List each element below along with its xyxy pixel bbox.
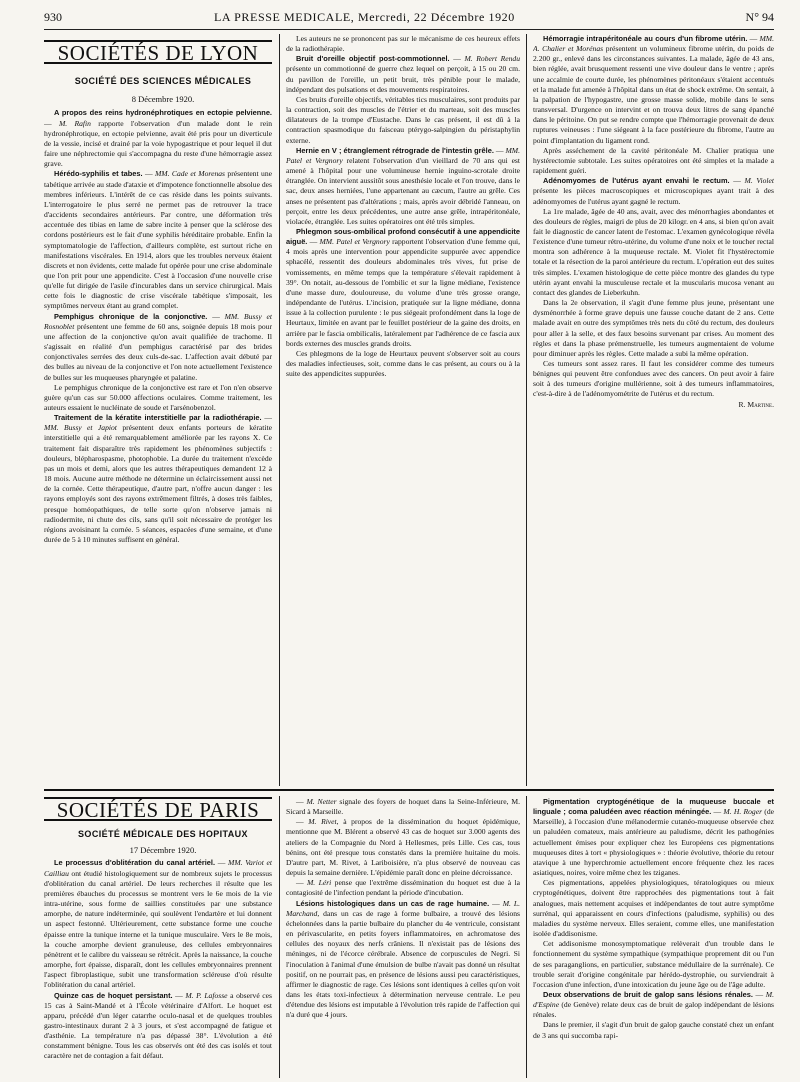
article-title: Hernie en V ; étranglement rétrograde de l'intestin grêle. xyxy=(296,145,494,155)
article-text: a observé ces 15 cas à Saint-Mandé et à l'École vétérinaire d'Alfort. Le hoquet est apparu, précédé d'un léger catarrhe oculo-nasal et de quelques troubles gastro-intestinaux durant 2 à 3 jours, et s'est accompagné de fatigue et d'asthénie. La température n'a pas dépassé 38°. L'évolution a été constamment bénigne. Tous les cas observés ont été des cas isolés et tout caractère net de contagion a fait défaut. xyxy=(44,990,272,1061)
article-title: Pigmentation cryptogénétique de la muqueuse buccale et linguale ; coma paludéen avec réaction méningée. xyxy=(533,797,774,817)
paris-column-3 xyxy=(533,797,774,1079)
article-text: relatent l'observation d'un vieillard de 70 ans qui est amené à l'hôpital pour une volumineuse hernie inguino-scrotale droite étranglée. On intervient aussitôt sous anesthésie locale et l'on trouve, dans le sac, deux anses herniées, l'une appartenant au cæcum, l'autre au grêle. Ces anses ne présentent pas d'altérations ; mais, après avoir débridé l'anneau, on perçoit, entre les deux précédentes, une autre anse grêle, intrapéritonéale, violacée, étranglée. Les suites opératoires ont été très simples. xyxy=(286,155,520,226)
article: Lésions histologiques dans un cas de rage humaine. — M. L. Marchand, dans un cas de rage à forme bulbaire, a trouvé des lésions échelonnées dans la partie bulbaire du plancher du 4e ventricule, consistant en périvascularite, en petits foyers inflammatoires, en achromatose des cellules des noyaux des nerfs crâniens. Il n'existait pas de lésions des méninges, ni de l'écorce cérébrale. Absence de corpuscules de Negri. Si l'inoculation à l'animal d'une émulsion de bulbe n'avait pas donné un résultat positif, on ne pourrait pas, en présence de lésions aussi peu caractéristiques, affirmer le diagnostic de rage. Ces lésions sont identiques à celles qu'on voit dans les états toxi-infectieux à détermination nerveuse centrale. Le peu d'étendue des lésions est imputable à l'évolution très rapide de l'affection qui n'a duré que 4 jours. xyxy=(286,898,520,1020)
article-title: Hémorragie intrapéritonéale au cours d'un fibrome utérin. xyxy=(543,34,748,43)
article: Pigmentation cryptogénétique de la muqueuse buccale et linguale ; coma paludéen avec réaction méningée. — M. H. Roger (de Marseille), à l'occasion d'une mélanodermie cutanéo-muqueuse observée chez un paludéen comateux, mais antérieure au paludisme, décrit les pathogénies actuellement émises pour expliquer chez les Européens ces pigmentations muqueuses dites à tort « physiologiques » : théorie évolutive, théorie du retour atavique à une hyperchromie actuellement encore fréquente chez les races asiatiques, noires, voire même chez les tziganes. xyxy=(533,797,774,878)
article-title: Traitement de la kératite interstitielle par la radiothérapie. xyxy=(54,413,262,423)
meeting-date: 17 Décembre 1920. xyxy=(129,845,197,856)
paragraph: Dans le premier, il s'agit d'un bruit de galop gauche constaté chez un enfant de 3 ans qui succomba rapi- xyxy=(533,1020,774,1040)
article: Phlegmon sous-ombilical profond consécutif à une appendicite aiguë. — MM. Patel et Vergnory rapportent l'observation d'une femme qui, 4 mois après une intervention pour appendicite suppurée avec appendice sphacélé, ressentit des douleurs abdominales très vives, fut prise de vomissements, en même temps que la température s'élevait rapidement à 39°. On notait, au-dessous de l'ombilic et sur la ligne médiane, l'existence d'une masse dure, douloureuse, du volume d'une très grosse orange, indépendante de l'utérus. L'incision, pratiquée sur la ligne médiane, donna issue à la collection purulente : le pus siégeait profondément dans la loge de Heurtaux, limitée en avant par le feuillet postérieur de la gaine des droits, en arrière par le fascia ombilicalis, latéralement par l'adhérence de ce fascia aux bords externes des muscles grands droits. xyxy=(286,226,520,348)
article-text: présentent une tabétique arrivée au stade d'ataxie et d'impotence fonctionnelle absolue des membres inférieurs. L'intérêt de ce cas réside dans les points suivants. L'interrogatoire le plus serré ne permet pas de retrouver la trace d'accidents secondaires antérieurs. Par contre, une déformation très accentuée des tibias en lame de sabre incite à penser que la sclérose des cordons postérieurs est le fait d'une syphilis héréditaire probable. Enfin la symptomatologie de l'affection, d'ailleurs complète, est surtout riche en manifestations viscérales. En 1914, alors que les troubles nerveux étaient discrets et non évidents, cette malade fut opérée pour une crise abdominale que l'on prit pour une appendicite. C'est à l'occasion d'une nouvelle crise qu'elle fut dirigée de l'asile d'incurables dans un service chirurgical. Mais cette fois le diagnostic de crise viscérale tabétique s'imposait, les symptômes nerveux étant au grand complet. xyxy=(44,169,272,311)
article-author: M. L. Marchand xyxy=(286,898,520,918)
article-author: M. Léri xyxy=(306,878,332,888)
paragraph: La 1re malade, âgée de 40 ans, avait, avec des ménorrhagies abondantes et des douleurs de règles, maigri de plus de 20 kilogr. en 4 ans, si bien qu'on avait fait le diagnostic de cancer latent de l'estomac. L'examen gynécologique révéla l'existence d'une tumeur rétro-utérine, du volume d'une noix et le toucher rectal montra son adhérence à la muqueuse rectale. M. Violet fit l'hystérectomie totale et la résection de la paroi antérieure du rectum. L'opération eut des suites très simples. L'examen histologique de cette pièce montre des glandes du type utérin ayant envahi la musculeuse rectale et la muscularis mucosa venant au contact des glandes de Lieberkuhn. xyxy=(533,206,774,297)
article-text: ont étudié histologiquement sur de nombreux sujets le processus d'oblitération du canal artériel. De leurs recherches il résulte que les premières ébauches du processus se montrent vers le 6e mois de la vie intra-utérine, sous forme de saillies constituées par une substance amorphe, de nature indéterminée, qui soulèvent l'endartère et lui donnent un aspect festonné. Ultérieurement, cette substance forme une couche épaisse entre la tunique interne et la tunique musculaire. Vers le 8e mois, la couche amorphe devient granuleuse, des cellules embryonnaires pénètrent et le calibre du vaisseau se rétrécit. Après la naissance, la couche amorphe, fort épaisse, disparaît, dont les cellules embryonnaires prennent l'aspect fibroplastique, subit une transformation scléreuse d'où résulte l'oblitération du canal artériel. xyxy=(44,868,272,990)
article-author: MM. Variot et Cailliau xyxy=(44,858,272,878)
column-divider xyxy=(526,796,527,1078)
paragraph: — M. Netter signale des foyers de hoquet dans la Seine-Inférieure, M. Sicard à Marseille. xyxy=(286,797,520,817)
article: Hernie en V ; étranglement rétrograde de l'intestin grêle. — MM. Patel et Vergnory relatent l'observation d'un vieillard de 70 ans qui est amené à l'hôpital pour une volumineuse hernie inguino-scrotale droite étranglée. On intervient aussitôt sous anesthésie locale et l'on trouve, dans le sac, deux anses herniées, l'une appartenant au cæcum, l'autre au grêle. Ces anses ne présentent pas d'altérations ; mais, après avoir débridé l'anneau, on perçoit, entre les deux précédentes, une autre anse grêle, intrapéritonéale, violacée, étranglée. Les suites opératoires ont été très simples. xyxy=(286,145,520,226)
article-title: Hérédo-syphilis et tabes. xyxy=(54,169,143,179)
society-name: SOCIÉTÉ DES SCIENCES MÉDICALES xyxy=(74,76,252,87)
article: A propos des reins hydronéphrotiques en ectopie pelvienne. — M. Rafin rapporte l'observation d'un malade dont le rein hydronéphrotique, en ectopie pelvienne, avait été pris pour un diverticule de la vessie, incisé et drainé par la voie hypogastrique et pour lequel il dut faire une néphrectomie qui s'accompagna du reste d'une hémorragie assez grave. xyxy=(44,108,272,169)
paragraph: Le pemphigus chronique de la conjonctive est rare et l'on n'en observe guère qu'un cas sur 50.000 affections oculaires. Comme traitement, les auteurs essaient le nucléinate de soude et l'arsénobenzol. xyxy=(44,382,272,412)
society-name: SOCIÉTÉ MÉDICALE DES HOPITAUX xyxy=(78,829,248,840)
paragraph: Après asséchement de la cavité péritonéale M. Chalier pratiqua une hystérectomie subtotale. Les suites opératoires ont été simples et la malade a rapidement guéri. xyxy=(533,145,774,176)
journal-title: LA PRESSE MEDICALE, Mercredi, 22 Décembre 1920 xyxy=(214,10,515,24)
paris-column-2 xyxy=(286,797,520,1079)
paragraph: Cet addisonisme monosymptomatique relèverait d'un trouble dans le fonctionnement du système sympathique (sympathique proprement dit ou l'un de ses paraganglions, en particulier, substance médullaire de la surrénale). Ce trouble serait d'origine congénitale par hérédo-dystrophie, ou surviendrait à l'occasion d'une infection, d'une intoxication du jeune âge ou de l'âge adulte. xyxy=(533,939,774,989)
paris-section-banner xyxy=(44,797,272,821)
article-text: présente un commotionné de guerre chez lequel on perçoit, à 15 ou 20 cm. du pavillon de l'oreille, un petit bruit, très pénible pour le malade, indépendant des pulsations et des mouvements respiratoires. xyxy=(286,64,520,94)
article-author: M. Netter xyxy=(306,797,337,806)
article-title: Lésions histologiques dans un cas de rage humaine. xyxy=(296,898,490,908)
article-author: MM. Patel et Vergnory xyxy=(319,237,390,247)
lyon-column-1 xyxy=(44,40,272,788)
section-divider xyxy=(44,789,774,791)
article-title: Phlegmon sous-ombilical profond consécutif à une appendicite aiguë. xyxy=(286,226,520,247)
column-divider xyxy=(279,796,280,1078)
paragraph: Les auteurs ne se prononcent pas sur le mécanisme de ces heureux effets de la radiothérapie. xyxy=(286,34,520,54)
paragraph: — M. Rivet, à propos de la dissémination du hoquet épidémique, mentionne que M. Blérent a observé 43 cas de hoquet sur 3.000 agents des ateliers de la Compagnie du Nord à Hellesmes, près Lille. Ces cas, tous bénins, ont été presque tous constatés dans la première huitaine du mois. D'autre part, M. Rivet, à Lariboisière, n'a plus observé de nouveau cas depuis la semaine dernière. L'épidémie paraît donc en pleine décroissance. xyxy=(286,817,520,878)
lyon-column-2 xyxy=(286,34,520,788)
article-text: rapporte l'observation d'un malade dont le rein hydronéphrotique, en ectopie pelvienne, avait été pris pour un diverticule de la vessie, incisé et drainé par la voie hypogastrique et pour lequel il dut faire une néphrectomie qui s'accompagna du reste d'une hémorragie assez grave. xyxy=(44,118,272,169)
paragraph: — M. Léri pense que l'extrême dissémination du hoquet est due à la contagiosité de l'infection pendant la période d'incubation. xyxy=(286,878,520,898)
paragraph: Ces bruits d'oreille objectifs, véritables tics musculaires, sont produits par la contraction, soit des muscles de l'étrier et du marteau, soit des muscles dilatateurs de la trompe d'Eustache. Dans le cas présent, il est dû à la contraction spasmodique du faisceau ptérygo-salpingien du péristaphylin externe. xyxy=(286,94,520,145)
column-divider xyxy=(279,34,280,786)
article: Quinze cas de hoquet persistant. — M. P. Lafosse a observé ces 15 cas à Saint-Mandé et à l'École vétérinaire d'Alfort. Le hoquet est apparu, précédé d'un léger catarrhe oculo-nasal et de quelques troubles gastro-intestinaux durant 2 à 3 jours, et s'est accompagné de fatigue et d'asthénie. La température n'a pas dépassé 38°. L'évolution a été constamment bénigne. Tous les cas observés ont été des cas isolés et tout caractère net de contagion a fait défaut. xyxy=(44,990,272,1061)
article-title: Quinze cas de hoquet persistant. xyxy=(54,990,173,1000)
lyon-column-3 xyxy=(533,34,774,788)
article-text: rapportent l'observation d'une femme qui, 4 mois après une intervention pour appendicite suppurée avec appendice sphacélé, ressentit des douleurs abdominales très vives, fut prise de vomissements, en même temps que la température s'élevait rapidement à 39°. On notait, au-dessous de l'ombilic et sur la ligne médiane, l'existence d'une masse dure, douloureuse, du volume d'une très grosse orange, indépendante de l'utérus. L'incision, pratiquée sur la ligne médiane, donna issue à la collection purulente : le pus siégeait profondément dans la loge de Heurtaux, limitée en avant par le feuillet postérieur de la gaine des droits, en arrière par le fascia ombilicalis, latéralement par l'adhérence de ce fascia aux bords externes des muscles grands droits. xyxy=(286,237,520,348)
article-title: Adénomyomes de l'utérus ayant envahi le rectum. xyxy=(543,176,730,186)
article: Pemphigus chronique de la conjonctive. — MM. Bussy et Rosnoblet présentent une femme de 60 ans, soignée depuis 18 mois pour une affection de la conjonctive qu'on avait qualifiée de trachome. Il s'agissait en réalité d'un pemphigus caractérisé par des brides conjonctivales serrées des deux culs-de-sac. L'affection avait débuté par des bulles au niveau de la conjonctive et l'on note actuellement l'existence de bulles sur les muqueuses pharyngée et palatine. xyxy=(44,311,272,382)
article-author: MM. Bussy et Rosnoblet xyxy=(44,311,272,331)
signature: R. Martine. xyxy=(738,399,774,409)
article-author: M. Violet xyxy=(744,176,774,186)
article: Hérédo-syphilis et tabes. — MM. Cade et Morenas présentent une tabétique arrivée au stade d'ataxie et d'impotence fonctionnelle absolue des membres inférieurs. L'intérêt de ce cas réside dans les points suivants. L'interrogatoire le plus serré ne permet pas de retrouver la trace d'accidents secondaires antérieurs. Par contre, une déformation très accentuée des tibias en lame de sabre incite à penser que la sclérose des cordons postérieurs est le fait d'une syphilis héréditaire probable. Enfin la symptomatologie de l'affection, d'ailleurs complète, est surtout riche en manifestations viscérales. En 1914, alors que les troubles nerveux étaient discrets et non évidents, cette malade fut opérée pour une crise abdominale que l'on prit pour une appendicite. C'est à l'occasion d'une nouvelle crise qu'elle fut dirigée de l'asile d'incurables dans un service chirurgical. Mais cette fois le diagnostic de crise viscérale tabétique s'imposait, les symptômes nerveux étant au grand complet. xyxy=(44,169,272,311)
article-title: A propos des reins hydronéphrotiques en ectopie pelvienne. xyxy=(54,108,272,118)
running-header xyxy=(44,7,774,30)
paragraph: Dans la 2e observation, il s'agit d'une femme plus jeune, présentant une dysménorrhée à forme grave depuis une fausse couche datant de 2 ans. Cette malade avait en outre des symptômes très nets du côté du rectum, des douleurs pour aller à la selle, et des faux besoins survenant par crises. Au moment des règles et dans la phase prémenstruelle, les tumeurs augmentaient de volume pour diminuer après les règles. Cette malade a subi la même opération. xyxy=(533,298,774,358)
article-author: M. H. Roger xyxy=(723,807,763,817)
article-title: Le processus d'oblitération du canal artériel. xyxy=(54,858,215,868)
paris-column-1 xyxy=(44,797,272,1079)
article-text: , à propos de la dissémination du hoquet épidémique, mentionne que M. Blérent a observé 43 cas de hoquet sur 3.000 agents des ateliers de la Compagnie du Nord à Hellesmes, près Lille. Ces cas, tous bénins, ont été presque tous constatés dans la première huitaine du mois. D'autre part, M. Rivet, à Lariboisière, n'a plus observé de nouveau cas depuis la semaine dernière. L'épidémie paraît donc en pleine décroissance. xyxy=(286,817,520,878)
article: Hémorragie intrapéritonéale au cours d'un fibrome utérin. — MM. A. Chalier et Morénas présentent un volumineux fibrome utérin, du poids de 2.200 gr., enlevé dans les circonstances suivantes. La malade, âgée de 43 ans, bien réglée, avait brusquement ressenti une vive douleur dans le ventre ; après une accalmie de courte durée, les phénomènes péritonéaux s'étaient accentués et la malade fut amenée à l'hôpital dans un état de shock extrême. On sentait, à la palpation de l'hypogastre, une grosse masse solide, mobile dans le sens transversal. D'urgence on intervint et on trouva deux litres de sang épanché dans le péritoine. On put se rendre compte que l'hémorragie provenait de deux ruptures veineuses : l'une siégeant à la face postérieure du fibrome, l'autre au point d'implantation du ligament rond. xyxy=(533,34,774,145)
article: Deux observations de bruit de galop sans lésions rénales. — M. d'Espine (de Genève) relate deux cas de bruit de galop indépendant de lésions rénales. xyxy=(533,989,774,1020)
article-author: M. Rafin xyxy=(58,118,91,128)
article-text: (de Genève) relate deux cas de bruit de galop indépendant de lésions rénales. xyxy=(533,1000,774,1020)
article-text: (de Marseille), à l'occasion d'une mélanodermie cutanéo-muqueuse observée chez un paludéen comateux, mais antérieure au paludisme, décrit les pathogénies actuellement émises pour expliquer chez les Européens ces pigmentations muqueuses dites à tort « physiologiques » : théorie évolutive, théorie du retour atavique à une hyperchromie actuellement encore fréquente chez les races asiatiques, noires, voire même chez les tziganes. xyxy=(533,807,774,878)
lyon-section-banner xyxy=(44,40,272,64)
article-author: MM. Patel et Vergnory xyxy=(286,145,520,165)
paragraph: Ces pigmentations, appelées physiologiques, tératologiques ou mieux cryptogénétiques, doivent être rapprochées des pigmentations tout à fait analogues, mais nettement acquises et indépendantes de tout autre symptôme surrénal, qui apparaissent en cours d'infections (paludisme, syphilis) ou des maladies du système nerveux. Elles seraient, comme elles, une manifestation isolée d'addisonisme. xyxy=(533,878,774,939)
article: Traitement de la kératite interstitielle par la radiothérapie. — MM. Bussy et Japiot présentent deux enfants porteurs de kératite interstitielle qui a été remarquablement améliorée par les rayons X. Ce traitement fait disparaître très rapidement les phénomènes subjectifs : douleurs, blépharospasme, photophobie. La durée du traitement n'excède pas un mois et demi, alors que les autres thérapeutiques demandent 12 à 18 mois. Aucune autre méthode ne détermine un éclaircissement aussi net de la cornée. Cette thérapeutique, d'autre part, n'offre aucun danger : les rayons employés sont des rayons extrêmement filtrés, à doses très faibles, presque homéopathiques, de telle sorte qu'on n'observe jamais ni radiodermite, ni chute des cils, sans qu'il soit nécessaire de protéger les régions avoisinant la cornée. 5 séances, espacées d'une semaine, et d'une durée de 5 à 10 minutes suffisent en général. xyxy=(44,413,272,545)
section-title: SOCIÉTÉS DE LYON xyxy=(57,41,259,65)
article-author: M. Robert Rendu xyxy=(464,54,520,64)
article-author: MM. Cade et Morenas xyxy=(154,169,225,179)
article: Bruit d'oreille objectif post-commotionnel. — M. Robert Rendu présente un commotionné de guerre chez lequel on perçoit, à 15 ou 20 cm. du pavillon de l'oreille, un petit bruit, très pénible pour le malade, indépendant des pulsations et des mouvements respiratoires. xyxy=(286,54,520,94)
article-author: MM. Bussy et Japiot xyxy=(44,423,117,433)
article: Adénomyomes de l'utérus ayant envahi le rectum. — M. Violet présente les pièces macroscopiques et microscopiques ayant trait à des adénomyomes de l'utérus ayant gagné le rectum. xyxy=(533,176,774,206)
article-author: M. P. Lafosse xyxy=(185,990,228,1000)
article-author: MM. A. Chalier et Morénas xyxy=(533,34,774,54)
issue-number: N° 94 xyxy=(745,10,774,24)
column-divider xyxy=(526,34,527,786)
article-text: pense que l'extrême dissémination du hoquet est due à la contagiosité de l'infection pendant la période d'incubation. xyxy=(286,878,520,898)
article-text: présentent un volumineux fibrome utérin, du poids de 2.200 gr., enlevé dans les circonstances suivantes. La malade, âgée de 43 ans, bien réglée, avait brusquement ressenti une vive douleur dans le ventre ; après une accalmie de courte durée, les phénomènes péritonéaux s'étaient accentués et la malade fut amenée à l'hôpital dans un état de shock extrême. On sentait, à la palpation de l'hypogastre, une grosse masse solide, mobile dans le sens transversal. D'urgence on intervint et on trouva deux litres de sang épanché dans le péritoine. On put se rendre compte que l'hémorragie provenait de deux ruptures veineuses : l'une siégeant à la face postérieure du fibrome, l'autre au point d'implantation du ligament rond. xyxy=(533,44,774,145)
article-title: Bruit d'oreille objectif post-commotionnel. xyxy=(296,54,450,64)
article-title: Deux observations de bruit de galop sans lésions rénales. xyxy=(543,989,753,999)
article-text: présente les pièces macroscopiques et microscopiques ayant trait à des adénomyomes de l'utérus ayant gagné le rectum. xyxy=(533,186,774,206)
article-text: présentent deux enfants porteurs de kératite interstitielle qui a été remarquablement améliorée par les rayons X. Ce traitement fait disparaître très rapidement les phénomènes subjectifs : douleurs, blépharospasme, photophobie. La durée du traitement n'excède pas un mois et demi, alors que les autres thérapeutiques demandent 12 à 18 mois. Aucune autre méthode ne détermine un éclaircissement aussi net de la cornée. Cette thérapeutique, d'autre part, n'offre aucun danger : les rayons employés sont des rayons extrêmement filtrés, à doses très faibles, presque homéopathiques, de telle sorte qu'on n'observe jamais ni radiodermite, ni chute des cils, sans qu'il soit nécessaire de protéger les régions avoisinant la cornée. 5 séances, espacées d'une semaine, et d'une durée de 5 à 10 minutes suffisent en général. xyxy=(44,423,272,545)
paragraph: Ces tumeurs sont assez rares. Il faut les considérer comme des tumeurs bénignes qui peuvent être confondues avec des cancers. On peut avoir à faire soit à des tumeurs d'origine mullérienne, soit à des tumeurs inflammatoires, c'est-à-dire à de l'adénomyométrite de l'utérus et du rectum. xyxy=(533,359,774,399)
page-number: 930 xyxy=(44,10,62,24)
article: Le processus d'oblitération du canal artériel. — MM. Variot et Cailliau ont étudié histologiquement sur de nombreux sujets le processus d'oblitération du canal artériel. De leurs recherches il résulte que les premières ébauches du processus se montrent vers le 6e mois de la vie intra-utérine, sous forme de saillies constituées par une substance amorphe, de nature indéterminée, qui soulèvent l'endartère et lui donnent un aspect festonné. Ultérieurement, cette substance forme une couche épaisse entre la tunique interne et la tunique musculaire. Vers le 8e mois, la couche amorphe devient granuleuse, des cellules embryonnaires pénètrent et le calibre du vaisseau se rétrécit. Après la naissance, la couche amorphe, fort épaisse, disparaît, dont les cellules embryonnaires prennent l'aspect fibroplastique, subit une transformation scléreuse d'où résulte l'oblitération du canal artériel. xyxy=(44,858,272,990)
article-text: signale des foyers de hoquet dans la Seine-Inférieure, M. Sicard à Marseille. xyxy=(286,797,520,817)
article-text: présentent une femme de 60 ans, soignée depuis 18 mois pour une affection de la conjonctive qu'on avait qualifiée de trachome. Il s'agissait en réalité d'un pemphigus caractérisé par des brides conjonctivales serrées des deux culs-de-sac. L'affection avait débuté par des bulles au niveau de la conjonctive et l'on note actuellement l'existence de bulles sur les muqueuses pharyngée et palatine. xyxy=(44,321,272,382)
meeting-date: 8 Décembre 1920. xyxy=(131,94,195,105)
paragraph: Ces phlegmons de la loge de Heurtaux peuvent s'observer soit au cours des maladies infectieuses, soit, comme dans le cas présent, au cours ou à la suite des appendicites suppurées. xyxy=(286,348,520,379)
article-author: M. Rivet xyxy=(308,817,337,827)
article-title: Pemphigus chronique de la conjonctive. xyxy=(54,311,208,321)
article-text: , dans un cas de rage à forme bulbaire, a trouvé des lésions échelonnées dans la partie bulbaire du plancher du 4e ventricule, consistant en périvascularite, en petits foyers inflammatoires, en achromatose des cellules des noyaux des nerfs crâniens. Il n'existait pas de lésions des méninges, ni de l'écorce cérébrale. Absence de corpuscules de Negri. Si l'inoculation à l'animal d'une émulsion de bulbe n'avait pas donné un résultat positif, on ne pourrait pas, en présence de lésions aussi peu caractéristiques, affirmer le diagnostic de rage. Ces lésions sont identiques à celles qu'on voit dans les états toxi-infectieux à détermination nerveuse centrale. Le peu d'étendue des lésions est imputable à l'évolution très rapide de l'affection qui n'a duré que 4 jours. xyxy=(286,908,520,1020)
article-author: M. d'Espine xyxy=(533,989,774,1010)
section-title: SOCIÉTÉS DE PARIS xyxy=(56,798,260,822)
